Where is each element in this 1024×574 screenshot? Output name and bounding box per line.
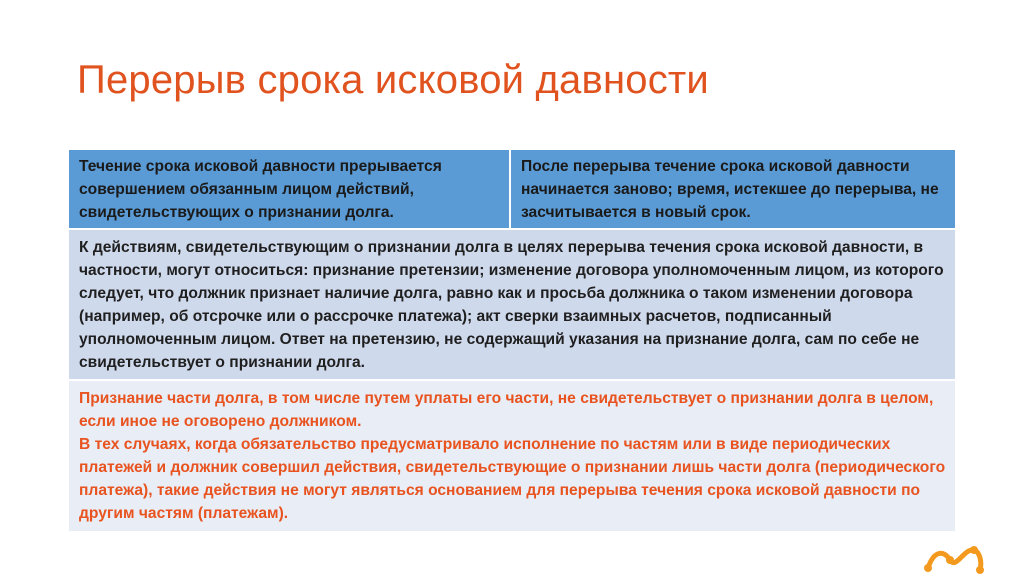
table-row-partial (69, 381, 955, 533)
partial-debt-cell (69, 381, 955, 531)
slide-title: Перерыв срока исковой давности (77, 58, 709, 102)
actions-text: К действиям, свидетельствующим о признании долга в целях перерыва течения срока исковой давности, в частности, могут относиться: признание претензии; изменение договора уполномоченным лицом, из которого следует, что должник признает наличие долга, равно как и просьба должника о таком изменении договора (например, об отсрочке или о рассрочке платежа); акт сверки взаимных расчетов, подписанный уполномоченным лицом. Ответ на претензию, не содержащий указания на признание долга, сам по себе не свидетельствует о признании долга. (69, 230, 955, 379)
table-header-row (69, 150, 955, 230)
header-cell-interruption: Течение срока исковой давности прерывается совершением обязанным лицом действий, свидетельствующих о признании долга. (69, 150, 511, 228)
ims-logo-icon (924, 540, 984, 574)
partial-debt-paragraph-2: В тех случаях, когда обязательство предусматривало исполнение по частям или в виде периодических платежей и должник совершил действия, свидетельствующие о признании лишь части долга (периодического платежа), такие действия не могут являться основанием для перерыва течения срока исковой давности по другим частям (платежам). (79, 436, 946, 522)
header-cell-restart: После перерыва течение срока исковой давности начинается заново; время, истекшее до перерыва, не засчитывается в новый срок. (511, 150, 955, 228)
content-table (69, 150, 955, 533)
table-row-actions (69, 230, 955, 381)
partial-debt-paragraph-1: Признание части долга, в том числе путем уплаты его части, не свидетельствует о признании долга в целом, если иное не оговорено должником. (79, 390, 934, 430)
